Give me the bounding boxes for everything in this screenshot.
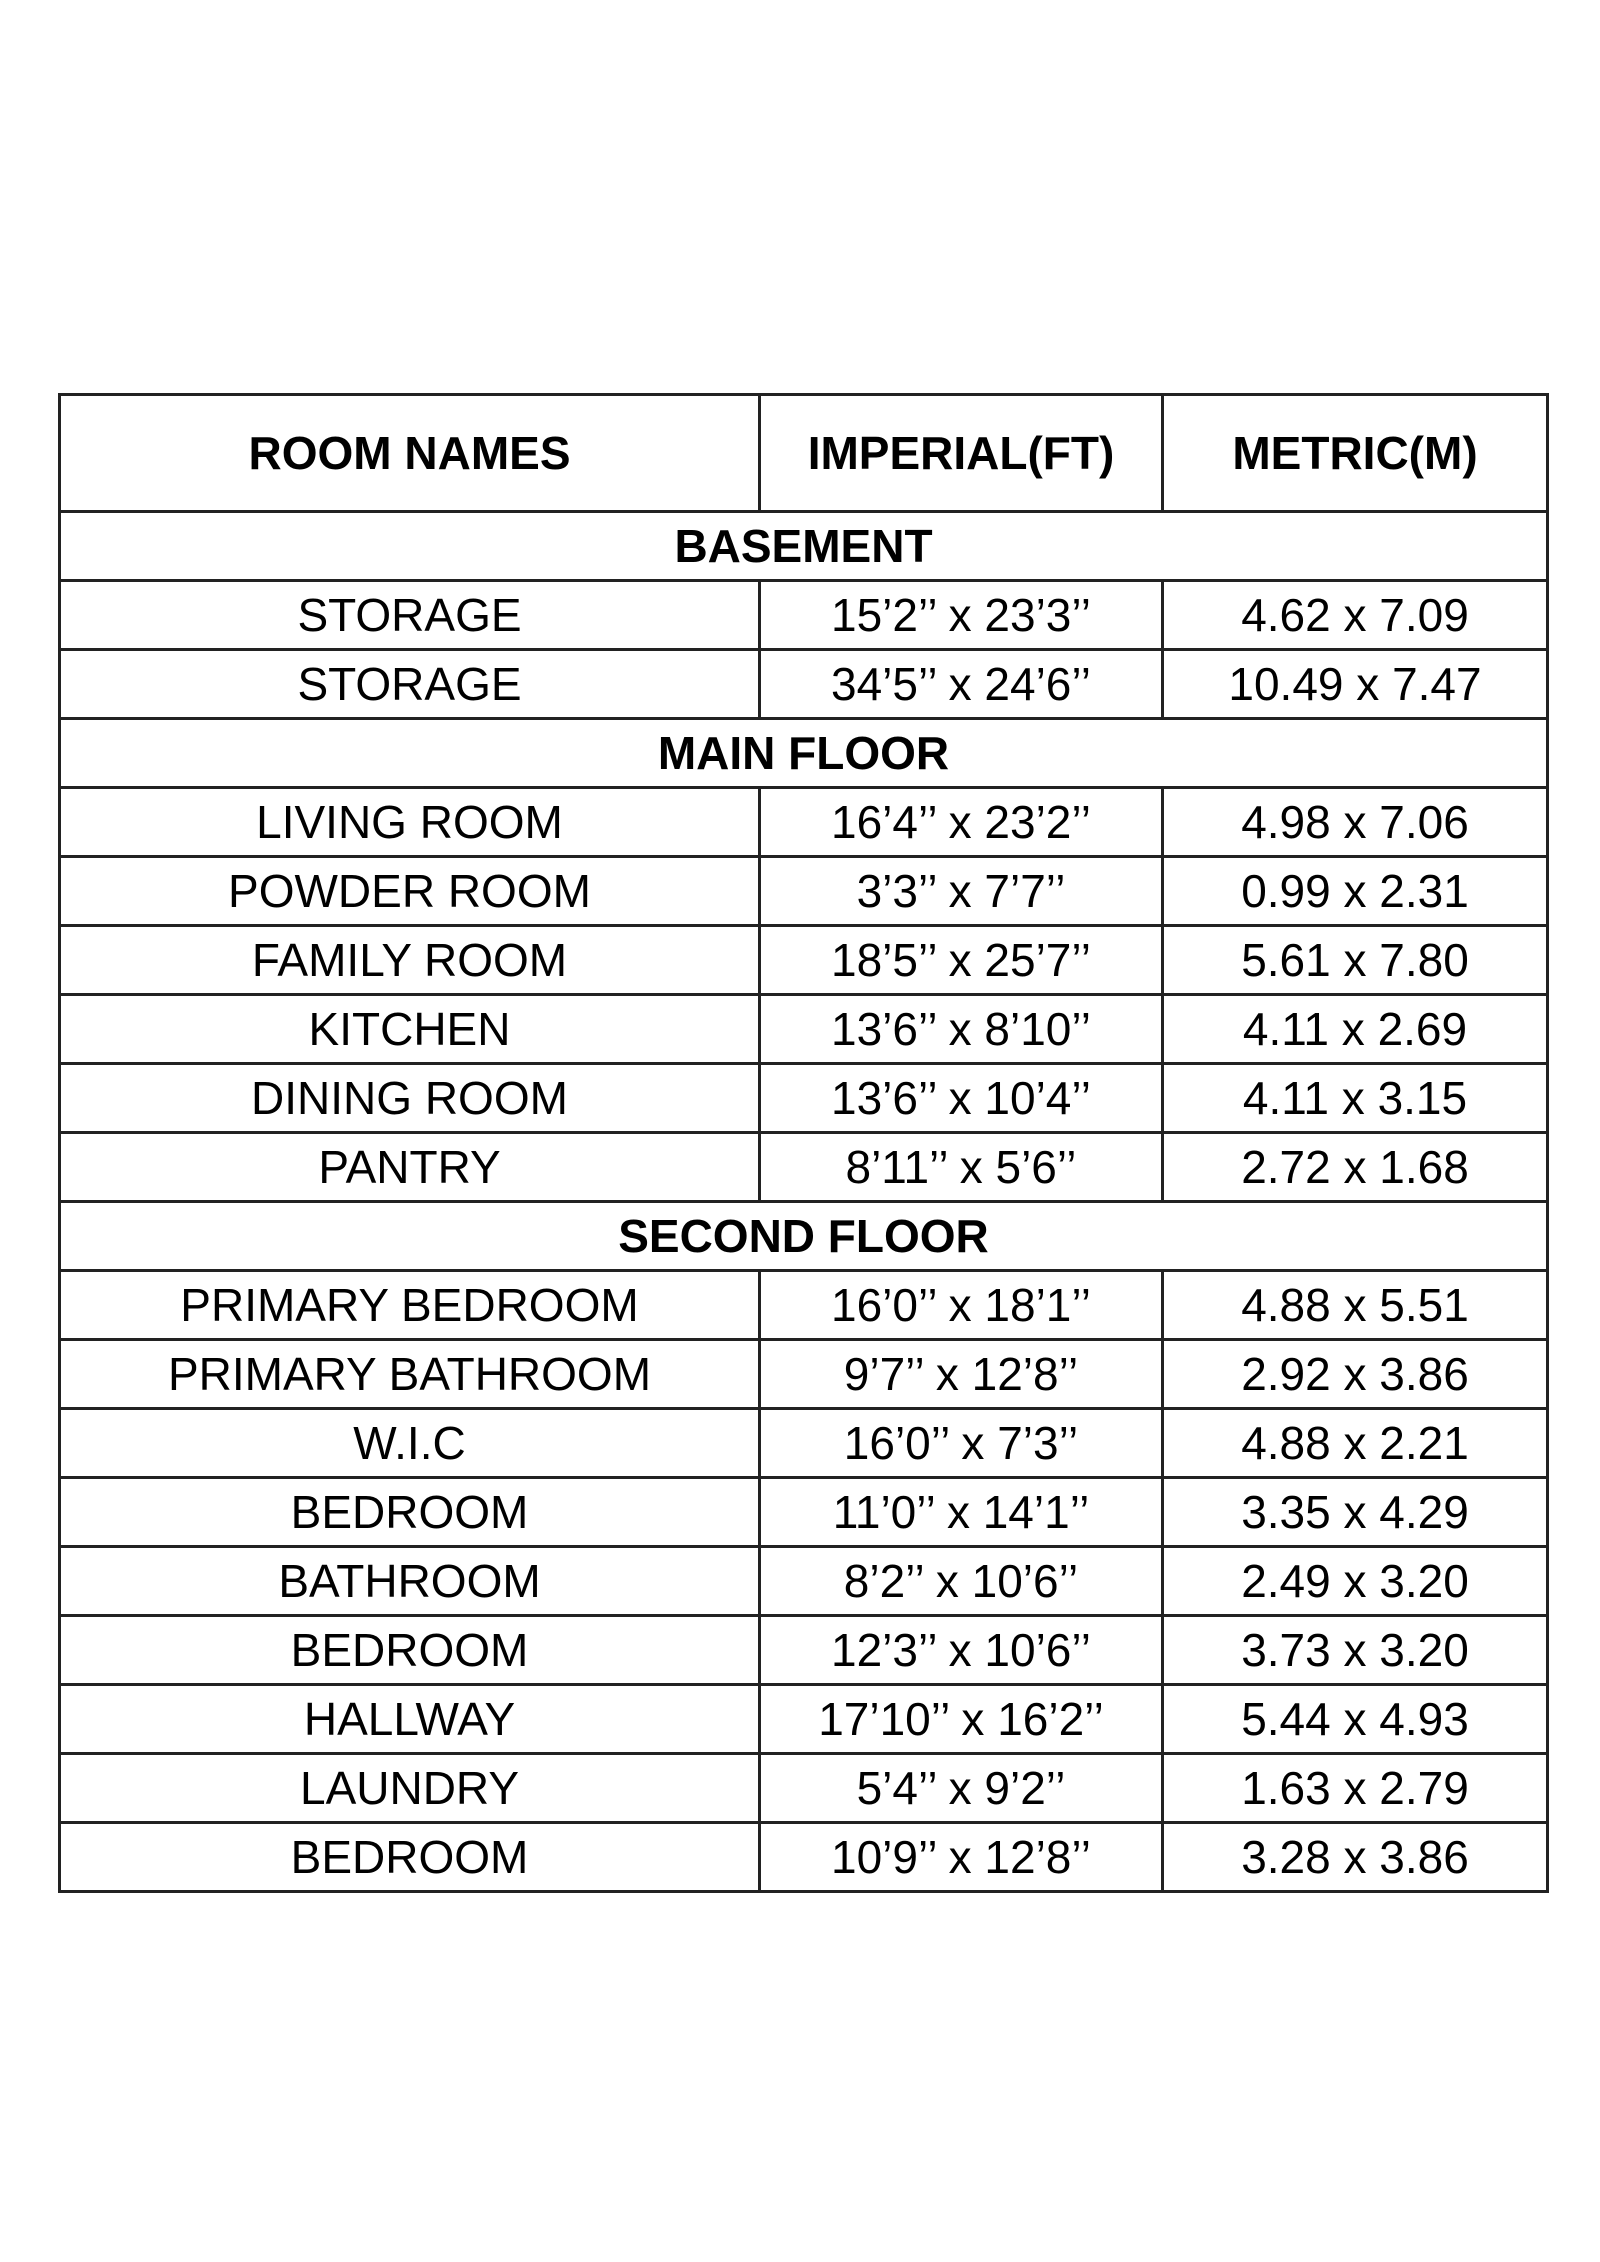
room-name-cell: BATHROOM: [60, 1547, 760, 1616]
metric-cell: 0.99 x 2.31: [1163, 857, 1548, 926]
room-name-cell: PANTRY: [60, 1133, 760, 1202]
table-row: [60, 857, 1548, 926]
metric-cell: 4.11 x 3.15: [1163, 1064, 1548, 1133]
imperial-cell: 11’0’’ x 14’1’’: [760, 1478, 1163, 1547]
imperial-cell: 10’9’’ x 12’8’’: [760, 1823, 1163, 1892]
table-row: [60, 1754, 1548, 1823]
metric-cell: 10.49 x 7.47: [1163, 650, 1548, 719]
imperial-cell: 13’6’’ x 8’10’’: [760, 995, 1163, 1064]
section-title: MAIN FLOOR: [60, 719, 1548, 788]
table-row: [60, 926, 1548, 995]
metric-cell: 3.35 x 4.29: [1163, 1478, 1548, 1547]
imperial-cell: 18’5’’ x 25’7’’: [760, 926, 1163, 995]
table-row: [60, 1685, 1548, 1754]
table-row: [60, 1478, 1548, 1547]
metric-cell: 2.49 x 3.20: [1163, 1547, 1548, 1616]
table-row: [60, 1340, 1548, 1409]
table-row: [60, 1271, 1548, 1340]
metric-cell: 3.73 x 3.20: [1163, 1616, 1548, 1685]
imperial-cell: 5’4’’ x 9’2’’: [760, 1754, 1163, 1823]
imperial-cell: 17’10’’ x 16’2’’: [760, 1685, 1163, 1754]
header-row: [60, 395, 1548, 512]
room-name-cell: LAUNDRY: [60, 1754, 760, 1823]
table-header: [60, 395, 1548, 512]
header-room-names: ROOM NAMES: [60, 395, 760, 512]
imperial-cell: 8’2’’ x 10’6’’: [760, 1547, 1163, 1616]
table-row: [60, 1409, 1548, 1478]
imperial-cell: 13’6’’ x 10’4’’: [760, 1064, 1163, 1133]
room-name-cell: STORAGE: [60, 581, 760, 650]
metric-cell: 4.62 x 7.09: [1163, 581, 1548, 650]
room-name-cell: PRIMARY BEDROOM: [60, 1271, 760, 1340]
room-dimensions-table: [58, 393, 1549, 1893]
metric-cell: 1.63 x 2.79: [1163, 1754, 1548, 1823]
room-name-cell: BEDROOM: [60, 1478, 760, 1547]
table-row: [60, 1616, 1548, 1685]
room-name-cell: POWDER ROOM: [60, 857, 760, 926]
imperial-cell: 15’2’’ x 23’3’’: [760, 581, 1163, 650]
metric-cell: 4.88 x 5.51: [1163, 1271, 1548, 1340]
imperial-cell: 16’4’’ x 23’2’’: [760, 788, 1163, 857]
room-name-cell: STORAGE: [60, 650, 760, 719]
metric-cell: 4.98 x 7.06: [1163, 788, 1548, 857]
room-name-cell: FAMILY ROOM: [60, 926, 760, 995]
table-body: [60, 512, 1548, 1892]
section-row: [60, 1202, 1548, 1271]
table-row: [60, 1064, 1548, 1133]
table-row: [60, 1133, 1548, 1202]
imperial-cell: 9’7’’ x 12’8’’: [760, 1340, 1163, 1409]
table-row: [60, 581, 1548, 650]
room-name-cell: PRIMARY BATHROOM: [60, 1340, 760, 1409]
table-row: [60, 1547, 1548, 1616]
table-row: [60, 1823, 1548, 1892]
imperial-cell: 16’0’’ x 7’3’’: [760, 1409, 1163, 1478]
room-name-cell: HALLWAY: [60, 1685, 760, 1754]
metric-cell: 4.88 x 2.21: [1163, 1409, 1548, 1478]
table-row: [60, 788, 1548, 857]
room-name-cell: LIVING ROOM: [60, 788, 760, 857]
metric-cell: 4.11 x 2.69: [1163, 995, 1548, 1064]
table-row: [60, 995, 1548, 1064]
room-name-cell: KITCHEN: [60, 995, 760, 1064]
section-row: [60, 512, 1548, 581]
metric-cell: 2.72 x 1.68: [1163, 1133, 1548, 1202]
imperial-cell: 8’11’’ x 5’6’’: [760, 1133, 1163, 1202]
room-name-cell: DINING ROOM: [60, 1064, 760, 1133]
section-row: [60, 719, 1548, 788]
imperial-cell: 3’3’’ x 7’7’’: [760, 857, 1163, 926]
header-imperial: IMPERIAL(FT): [760, 395, 1163, 512]
imperial-cell: 16’0’’ x 18’1’’: [760, 1271, 1163, 1340]
section-title: SECOND FLOOR: [60, 1202, 1548, 1271]
room-name-cell: BEDROOM: [60, 1823, 760, 1892]
imperial-cell: 12’3’’ x 10’6’’: [760, 1616, 1163, 1685]
metric-cell: 2.92 x 3.86: [1163, 1340, 1548, 1409]
table-row: [60, 650, 1548, 719]
room-name-cell: BEDROOM: [60, 1616, 760, 1685]
room-name-cell: W.I.C: [60, 1409, 760, 1478]
metric-cell: 3.28 x 3.86: [1163, 1823, 1548, 1892]
section-title: BASEMENT: [60, 512, 1548, 581]
metric-cell: 5.44 x 4.93: [1163, 1685, 1548, 1754]
metric-cell: 5.61 x 7.80: [1163, 926, 1548, 995]
imperial-cell: 34’5’’ x 24’6’’: [760, 650, 1163, 719]
header-metric: METRIC(M): [1163, 395, 1548, 512]
